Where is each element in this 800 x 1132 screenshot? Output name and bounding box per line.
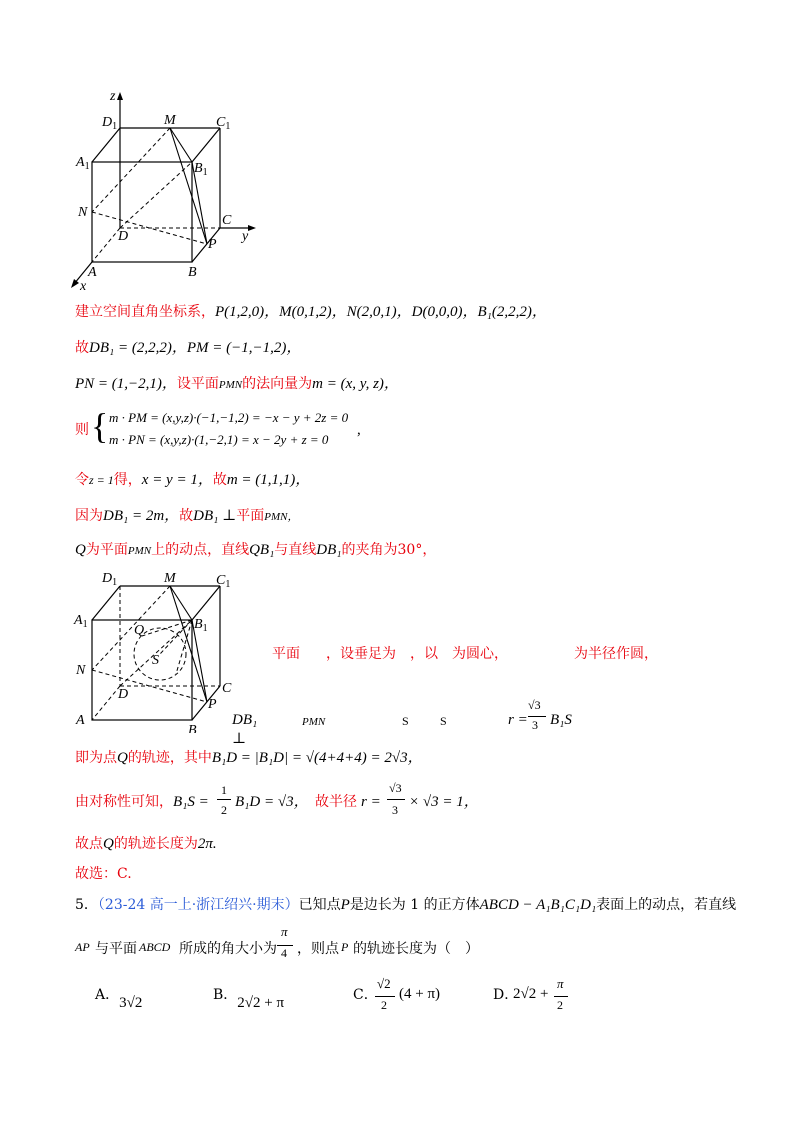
side-text-row: 平面 ，设垂足为 ，以 为圆心， 为半径作圆， <box>272 646 658 662</box>
label-x: x <box>80 279 87 293</box>
label-d1: $D_1$ <box>102 115 118 132</box>
solution-line-1: 建立空间直角坐标系，P(1,2,0)，M(0,1,2)，N(2,0,1)，D(0,0,0)，B₁(2,2,2)， <box>75 304 547 320</box>
cube-figure-2 <box>70 568 240 733</box>
label2-c: C <box>222 681 232 696</box>
label-a: A <box>88 265 97 280</box>
label2-p: P <box>208 697 217 712</box>
label2-d1: $D_1$ <box>102 571 118 588</box>
solution-line-11: 故点Q的轨迹长度为2π. <box>75 836 217 852</box>
label-y: y <box>242 229 249 244</box>
brace: { <box>91 406 109 446</box>
label-c: C <box>222 213 232 228</box>
label2-c1: $C_1$ <box>216 573 231 590</box>
label2-a1: $A_1$ <box>74 613 88 630</box>
option-a[interactable]: A．3√2 <box>95 987 143 1011</box>
question-5-line-1: 5．（23-24 高一上·浙江绍兴·期末）已知点P是边长为 1 的正方体ABCD − A₁B₁C₁D₁表面上的动点，若直线 <box>75 897 737 913</box>
label-m: M <box>164 113 176 128</box>
label2-q: Q <box>134 623 145 638</box>
solution-line-5: 令z = 1得，x = y = 1，故m = (1,1,1)， <box>75 472 311 488</box>
label2-b1: $B_1$ <box>194 617 208 634</box>
label-a1: $A_1$ <box>76 155 90 172</box>
solution-line-7: Q为平面PMN上的动点，直线QB₁与直线DB₁的夹角为30°， <box>75 542 437 558</box>
label2-a: A <box>76 713 85 728</box>
label2-n: N <box>76 663 86 678</box>
label2-s: S <box>152 653 159 668</box>
label-z: z <box>110 89 116 104</box>
solution-line-9: 即为点Q的轨迹，其中B₁D = |B₁D| = √(4+4+4) = 2√3， <box>75 750 423 766</box>
label2-b: B <box>188 723 197 733</box>
label-d: D <box>118 229 129 244</box>
solution-line-3: PN = (1,−2,1)，设平面PMN的法向量为m = (x, y, z)， <box>75 376 399 392</box>
label-b1: $B_1$ <box>194 161 208 178</box>
question-5-options <box>95 978 735 1018</box>
label2-m: M <box>164 571 176 586</box>
label-p: P <box>208 237 217 252</box>
option-b[interactable]: B．2√2 + π <box>213 987 285 1011</box>
label-n: N <box>78 205 88 220</box>
label-c1: $C_1$ <box>216 115 231 132</box>
solution-line-6: 因为DB₁ = 2m，故DB₁ ⊥平面PMN， <box>75 508 299 524</box>
cube-figure-1 <box>70 88 270 293</box>
option-d[interactable]: D． 2√2 + π 2 <box>493 978 613 1018</box>
label2-d: D <box>118 687 129 702</box>
solution-answer: 故选：C. <box>75 866 132 882</box>
option-c[interactable]: C． √2 2 (4 + π) <box>353 976 441 1012</box>
label-b: B <box>188 265 197 280</box>
solution-line-2: 故DB₁ = (2,2,2)，PM = (−1,−1,2)， <box>75 340 302 356</box>
